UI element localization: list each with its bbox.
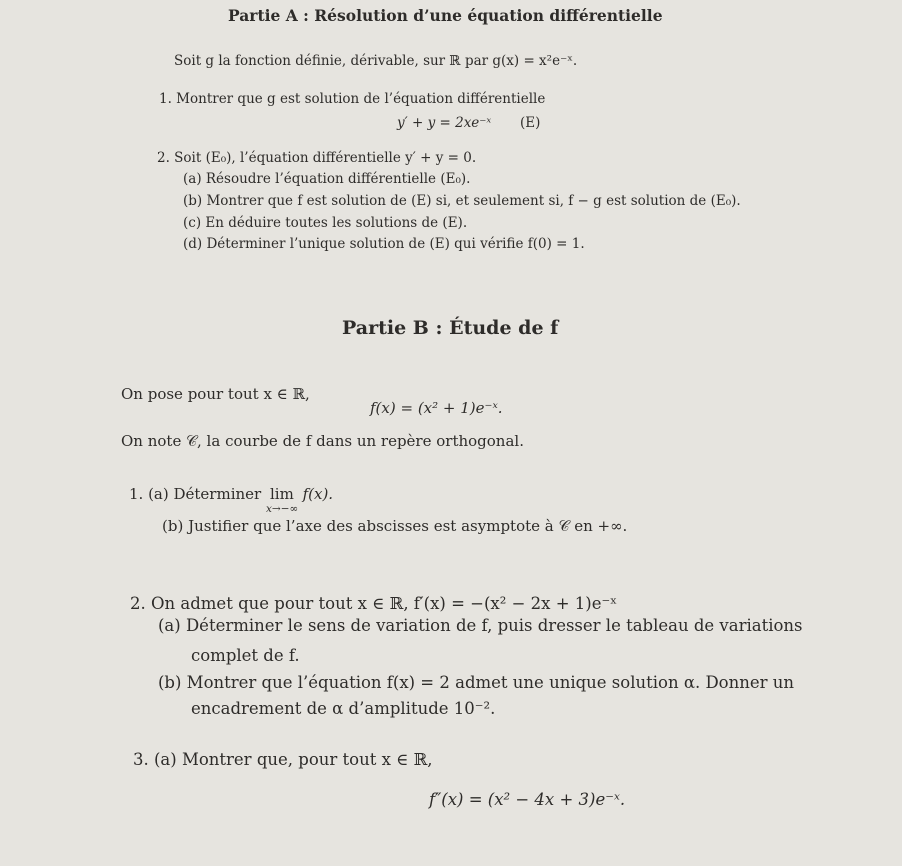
question-a1: 1. Montrer que g est solution de l’équation différentielle	[159, 91, 546, 107]
question-b2: 2. On admet que pour tout x ∈ ℝ, f′(x) = −(x² − 2x + 1)e⁻ˣ	[130, 594, 618, 613]
question-b2a-line1: (a) Déterminer le sens de variation de f, puis dresser le tableau de variations	[158, 616, 803, 635]
question-a2a: (a) Résoudre l’équation différentielle (E₀).	[183, 171, 471, 187]
f-definition: f(x) = (x² + 1)e⁻ˣ.	[370, 399, 503, 417]
question-b2b-line1: (b) Montrer que l’équation f(x) = 2 admet une unique solution α. Donner un	[158, 673, 795, 692]
question-b1a	[129, 485, 334, 515]
part-b-title: Partie B : Étude de f	[342, 317, 559, 339]
question-b1b: (b) Justifier que l’axe des abscisses est asymptote à 𝒞 en +∞.	[162, 517, 628, 535]
question-b1a-prefix: 1. (a) Déterminer	[129, 485, 262, 503]
question-b3a: 3. (a) Montrer que, pour tout x ∈ ℝ,	[133, 750, 433, 769]
limit-expression	[265, 485, 299, 515]
limit-operator: lim	[269, 485, 294, 503]
equation-e-label: (E)	[520, 115, 541, 131]
question-b1a-suffix: f(x).	[302, 485, 334, 503]
curve-note: On note 𝒞, la courbe de f dans un repère orthogonal.	[121, 432, 524, 450]
question-a2: 2. Soit (E₀), l’équation différentielle y′ + y = 0.	[157, 150, 477, 166]
part-b-pose: On pose pour tout x ∈ ℝ,	[121, 385, 310, 403]
equation-e: y′ + y = 2xe⁻ˣ	[397, 115, 492, 131]
question-a2d: (d) Déterminer l’unique solution de (E) qui vérifie f(0) = 1.	[183, 236, 585, 252]
part-a-title: Partie A : Résolution d’une équation différentielle	[228, 6, 663, 25]
limit-subscript: x→−∞	[265, 503, 299, 515]
question-a2c: (c) En déduire toutes les solutions de (E).	[183, 215, 468, 231]
part-a-intro: Soit g la fonction définie, dérivable, sur ℝ par g(x) = x²e⁻ˣ.	[174, 53, 578, 69]
question-b2b-line2: encadrement de α d’amplitude 10⁻².	[191, 699, 496, 718]
f-second-derivative: f″(x) = (x² − 4x + 3)e⁻ˣ.	[429, 790, 626, 809]
question-a2b: (b) Montrer que f est solution de (E) si, et seulement si, f − g est solution de (E₀).	[183, 193, 741, 209]
question-b2a-line2: complet de f.	[191, 646, 300, 665]
